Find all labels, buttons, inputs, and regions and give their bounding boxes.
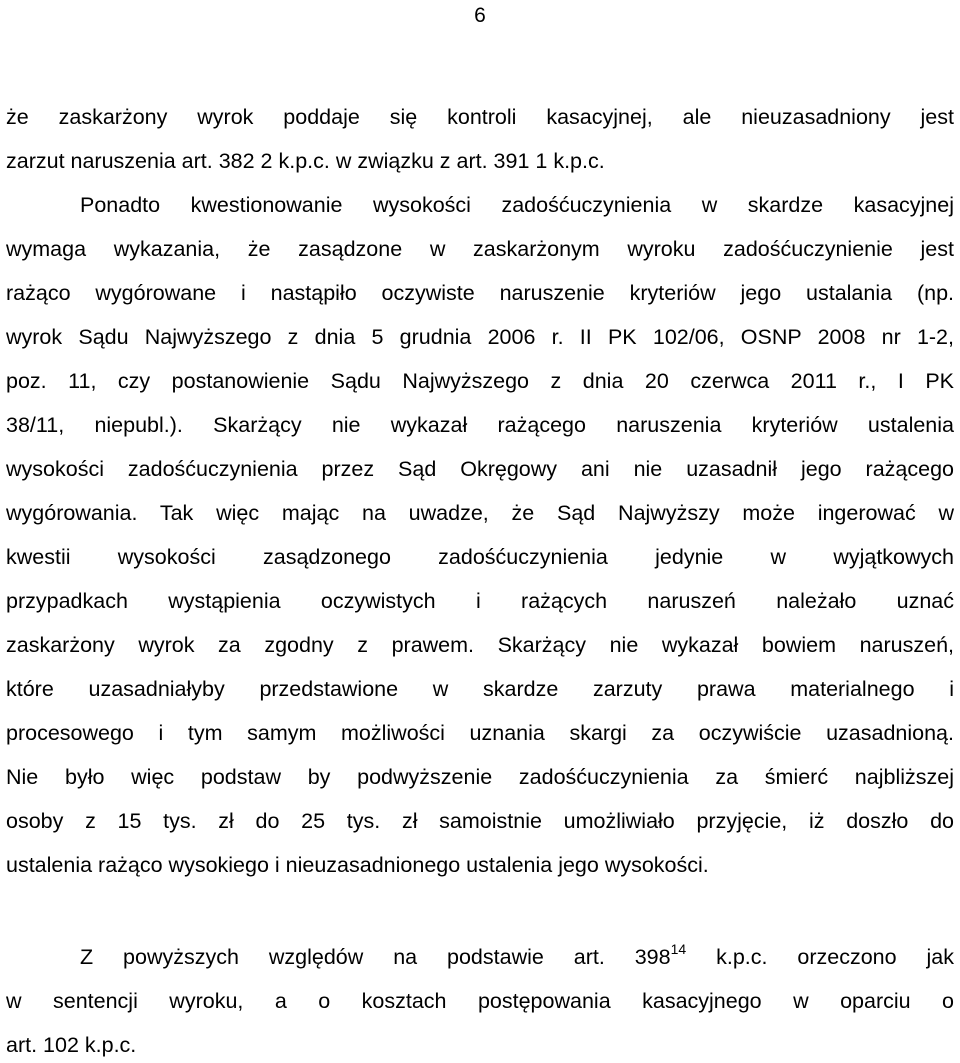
paragraph2-line-5: poz. 11, czy postanowienie Sądu Najwyższego z dnia 20 czerwca 2011 r., I PK	[6, 369, 954, 393]
paragraph2-line-1: Ponadto kwestionowanie wysokości zadośćuczynienia w skardze kasacyjnej	[80, 193, 954, 217]
paragraph2-line-13: procesowego i tym samym możliwości uznania skargi za oczywiście uzasadnioną.	[6, 721, 954, 745]
paragraph2-line-12: które uzasadniałyby przedstawione w skardze zarzuty prawa materialnego i	[6, 677, 954, 701]
paragraph3-line-1	[80, 942, 954, 972]
paragraph1-line-2: zarzut naruszenia art. 382 2 k.p.c. w związku z art. 391 1 k.p.c.	[6, 149, 605, 173]
paragraph3-line-1-tail: k.p.c. orzeczono jak	[686, 945, 954, 969]
paragraph2-line-2: wymaga wykazania, że zasądzone w zaskarżonym wyroku zadośćuczynienie jest	[6, 237, 954, 261]
paragraph2-line-7: wysokości zadośćuczynienia przez Sąd Okręgowy ani nie uzasadnił jego rażącego	[6, 457, 954, 481]
paragraph2-line-8: wygórowania. Tak więc mając na uwadze, że Sąd Najwyższy może ingerować w	[6, 501, 954, 525]
paragraph2-line-15: osoby z 15 tys. zł do 25 tys. zł samoistnie umożliwiało przyjęcie, iż doszło do	[6, 809, 954, 833]
paragraph2-line-16: ustalenia rażąco wysokiego i nieuzasadnionego ustalenia jego wysokości.	[6, 853, 709, 877]
paragraph1-line-1: że zaskarżony wyrok poddaje się kontroli kasacyjnej, ale nieuzasadniony jest	[6, 105, 954, 129]
paragraph3-line-3: art. 102 k.p.c.	[6, 1033, 137, 1057]
paragraph2-line-14: Nie było więc podstaw by podwyższenie zadośćuczynienia za śmierć najbliższej	[6, 765, 954, 789]
paragraph2-line-3: rażąco wygórowane i nastąpiło oczywiste naruszenie kryteriów jego ustalania (np.	[6, 281, 954, 305]
paragraph2-line-11: zaskarżony wyrok za zgodny z prawem. Skarżący nie wykazał bowiem naruszeń,	[6, 633, 954, 657]
page-number: 6	[474, 4, 486, 27]
paragraph3-line-1-text: Z powyższych względów na podstawie art. 398	[80, 945, 671, 969]
paragraph3-line-2: w sentencji wyroku, a o kosztach postępowania kasacyjnego w oparciu o	[6, 989, 954, 1013]
paragraph2-line-10: przypadkach wystąpienia oczywistych i rażących naruszeń należało uznać	[6, 589, 954, 613]
paragraph2-line-4: wyrok Sądu Najwyższego z dnia 5 grudnia 2006 r. II PK 102/06, OSNP 2008 nr 1-2,	[6, 325, 954, 349]
paragraph2-line-9: kwestii wysokości zasądzonego zadośćuczynienia jedynie w wyjątkowych	[6, 545, 954, 569]
superscript-14: 14	[670, 940, 687, 957]
paragraph2-line-6: 38/11, niepubl.). Skarżący nie wykazał rażącego naruszenia kryteriów ustalenia	[6, 413, 954, 437]
